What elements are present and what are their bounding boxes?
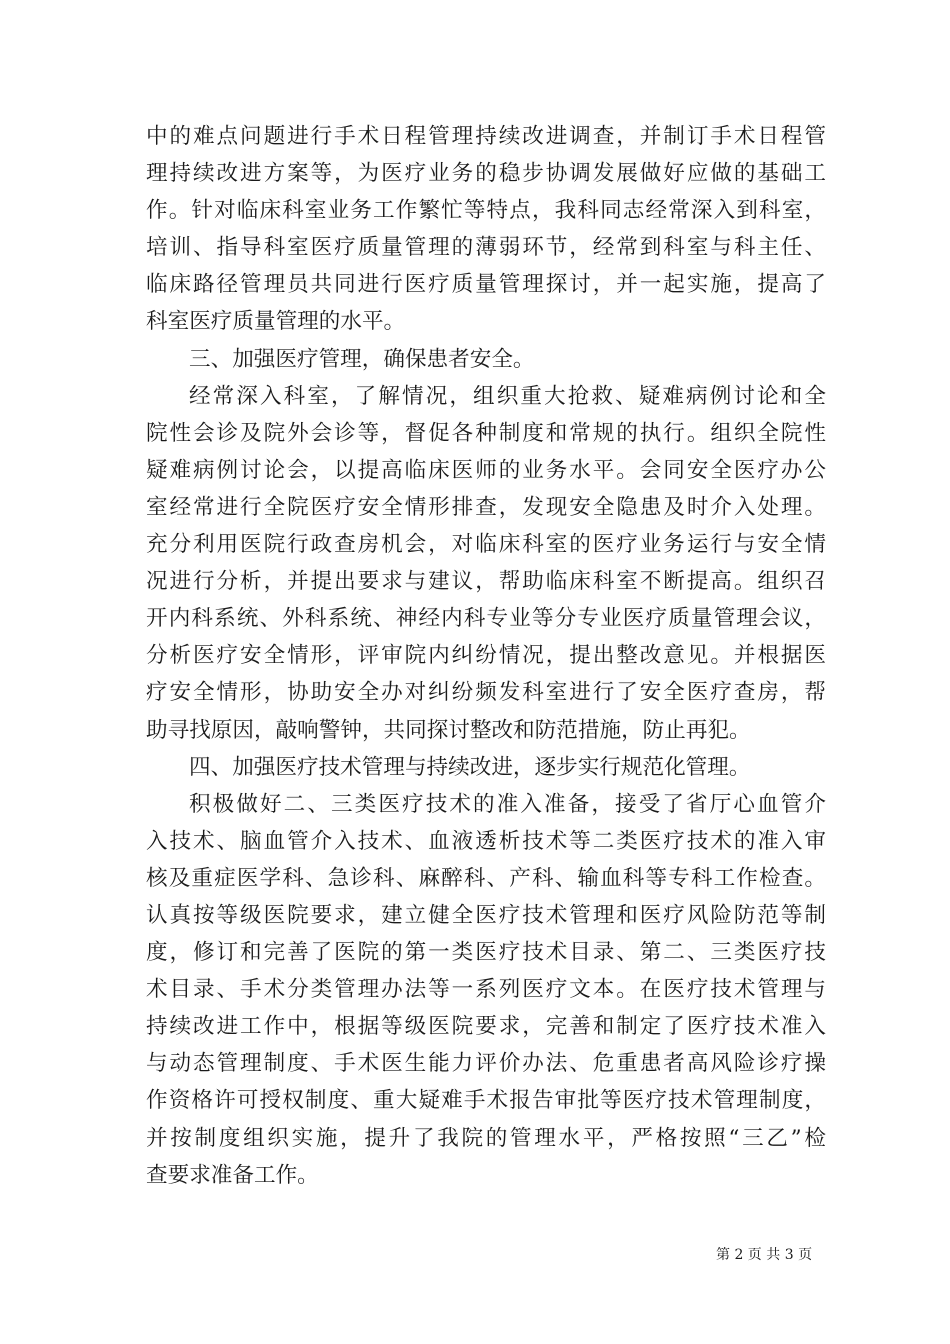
text-line: 科室医疗质量管理的水平。 — [146, 309, 406, 335]
text-line: 充分利用医院行政查房机会，对临床科室的医疗业务运行与安全情 — [146, 532, 826, 558]
text-line: 助寻找原因，敲响警钟，共同探讨整改和防范措施，防止再犯。 — [146, 717, 751, 743]
text-line: 室经常进行全院医疗安全情形排查，发现安全隐患及时介入处理。 — [146, 494, 826, 520]
text-line: 疑难病例讨论会，以提高临床医师的业务水平。会同安全医疗办公 — [146, 457, 826, 483]
text-line: 查要求准备工作。 — [146, 1162, 319, 1188]
text-line: 况进行分析，并提出要求与建议，帮助临床科室不断提高。组织召 — [146, 569, 826, 595]
text-line: 疗安全情形，协助安全办对纠纷频发科室进行了安全医疗查房，帮 — [146, 680, 826, 706]
text-line: 中的难点问题进行手术日程管理持续改进调查，并制订手术日程管 — [146, 124, 826, 149]
page-footer: 第 2 页 共 3 页 — [716, 1247, 813, 1263]
text-line: 积极做好二、三类医疗技术的准入准备，接受了省厅心血管介 — [189, 791, 826, 817]
text-line: 与动态管理制度、手术医生能力评价办法、危重患者高风险诊疗操 — [146, 1051, 826, 1077]
text-line: 分析医疗安全情形，评审院内纠纷情况，提出整改意见。并根据医 — [146, 643, 826, 669]
text-line: 认真按等级医院要求，建立健全医疗技术管理和医疗风险防范等制 — [146, 902, 826, 928]
text-line: 入技术、脑血管介入技术、血液透析技术等二类医疗技术的准入审 — [146, 828, 826, 854]
text-line: 开内科系统、外科系统、神经内科专业等分专业医疗质量管理会议， — [146, 606, 826, 632]
section-heading: 四、加强医疗技术管理与持续改进，逐步实行规范化管理。 — [189, 754, 751, 780]
text-line: 培训、指导科室医疗质量管理的薄弱环节，经常到科室与科主任、 — [146, 235, 826, 261]
text-line: 术目录、手术分类管理办法等一系列医疗文本。在医疗技术管理与 — [146, 977, 826, 1003]
text-line: 经常深入科室，了解情况，组织重大抢救、疑难病例讨论和全 — [189, 383, 826, 409]
body-text — [146, 118, 826, 1194]
text-line: 并按制度组织实施，提升了我院的管理水平，严格按照“三乙”检 — [146, 1125, 826, 1151]
text-line: 持续改进工作中，根据等级医院要求，完善和制定了医疗技术准入 — [146, 1014, 826, 1040]
section-heading: 三、加强医疗管理，确保患者安全。 — [189, 346, 535, 372]
text-line: 临床路径管理员共同进行医疗质量管理探讨，并一起实施，提高了 — [146, 272, 826, 298]
text-line: 院性会诊及院外会诊等，督促各种制度和常规的执行。组织全院性 — [146, 420, 826, 446]
text-line: 作资格许可授权制度、重大疑难手术报告审批等医疗技术管理制度， — [146, 1088, 826, 1114]
text-line: 作。针对临床科室业务工作繁忙等特点，我科同志经常深入到科室， — [146, 198, 826, 224]
text-line: 理持续改进方案等，为医疗业务的稳步协调发展做好应做的基础工 — [146, 161, 826, 187]
text-line: 核及重症医学科、急诊科、麻醉科、产科、输血科等专科工作检查。 — [146, 865, 826, 891]
text-line: 度，修订和完善了医院的第一类医疗技术目录、第二、三类医疗技 — [146, 940, 826, 966]
